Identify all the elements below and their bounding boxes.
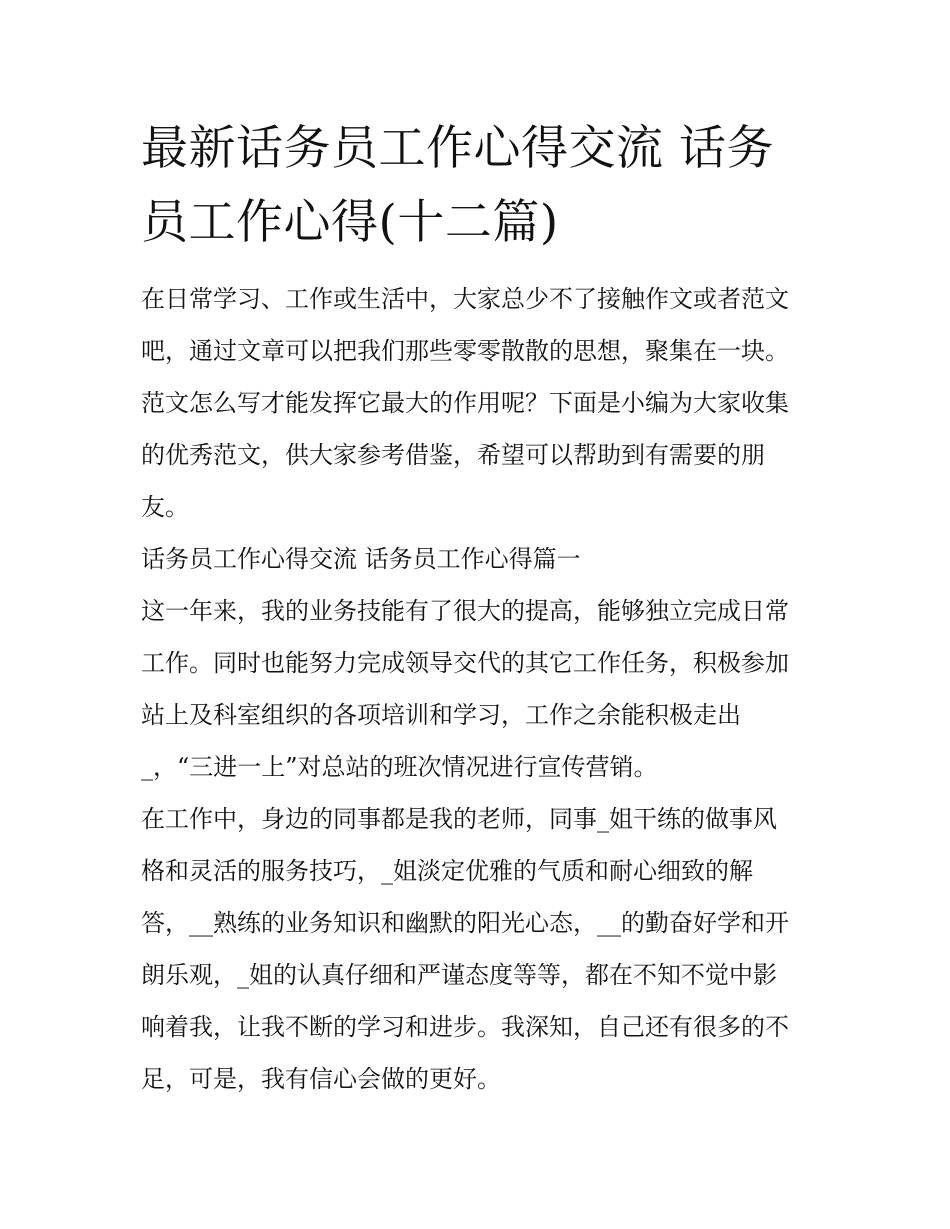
intro-paragraph: [141, 273, 813, 533]
text-line: 站上及科室组织的各项培训和学习，工作之余能积极走出: [141, 701, 741, 729]
document-body: [141, 112, 813, 1105]
title-line: 员工作心得(十二篇): [141, 195, 559, 250]
text-line: 范文怎么写才能发挥它最大的作用呢？下面是小编为大家收集: [141, 389, 789, 417]
text-line: 格和灵活的服务技巧，_姐淡定优雅的气质和耐心细致的解: [141, 857, 753, 885]
text-line: 足，可是，我有信心会做的更好。: [141, 1065, 501, 1093]
text-line: 在日常学习、工作或生活中，大家总少不了接触作文或者范文: [141, 285, 789, 313]
document-title: [141, 112, 813, 260]
text-line: 友。: [141, 493, 189, 521]
text-line: 工作。同时也能努力完成领导交代的其它工作任务，积极参加: [141, 649, 789, 677]
text-line: 响着我，让我不断的学习和进步。我深知，自己还有很多的不: [141, 1013, 789, 1041]
section-heading: [141, 533, 813, 585]
text-line: 的优秀范文，供大家参考借鉴，希望可以帮助到有需要的朋: [141, 441, 765, 469]
text-line: 在工作中，身边的同事都是我的老师，同事_姐干练的做事风: [141, 805, 777, 833]
body-paragraph-1: [141, 585, 813, 793]
text-line: 答，__熟练的业务知识和幽默的阳光心态，__的勤奋好学和开: [141, 909, 789, 937]
section-heading-text: 话务员工作心得交流 话务员工作心得篇一: [141, 545, 581, 573]
body-paragraph-2: [141, 793, 813, 1105]
text-line: 朗乐观，_姐的认真仔细和严谨态度等等，都在不知不觉中影: [141, 961, 777, 989]
text-line: 吧，通过文章可以把我们那些零零散散的思想，聚集在一块。: [141, 337, 789, 365]
title-line: 最新话务员工作心得交流 话务: [141, 121, 774, 176]
text-line: 这一年来，我的业务技能有了很大的提高，能够独立完成日常: [141, 597, 789, 625]
text-line: _，“三进一上”对总站的班次情况进行宣传营销。: [141, 753, 658, 781]
